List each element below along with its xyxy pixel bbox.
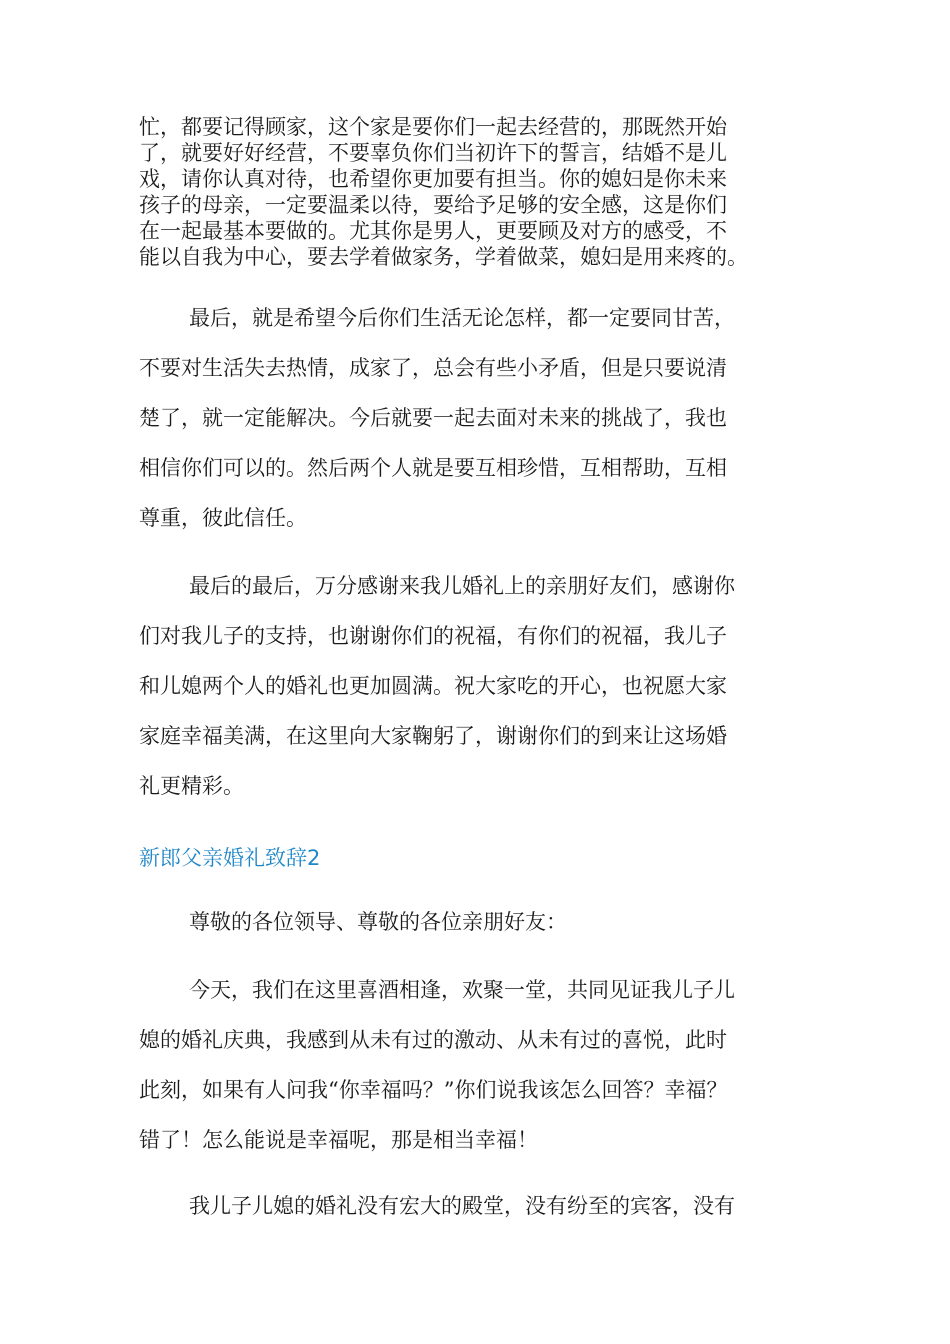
text-line: 楚了，就一定能解决。今后就要一起去面对未来的挑战了，我也: [139, 406, 727, 430]
text-line: 尊重，彼此信任。: [139, 506, 307, 530]
text-line: 礼更精彩。: [139, 774, 244, 798]
text-line: 孩子的母亲，一定要温柔以待，要给予足够的安全感，这是你们: [139, 193, 727, 217]
text-line: 媳的婚礼庆典，我感到从未有过的激动、从未有过的喜悦，此时: [139, 1028, 727, 1052]
text-line: 我儿子儿媳的婚礼没有宏大的殿堂，没有纷至的宾客，没有: [189, 1194, 735, 1218]
text-line: 在一起最基本要做的。尤其你是男人，更要顾及对方的感受，不: [139, 219, 727, 243]
text-line: 最后的最后，万分感谢来我儿婚礼上的亲朋好友们，感谢你: [189, 574, 735, 598]
text-line: 家庭幸福美满，在这里向大家鞠躬了，谢谢你们的到来让这场婚: [139, 724, 727, 748]
section-heading: 新郎父亲婚礼致辞2: [139, 846, 321, 870]
text-line: 能以自我为中心，要去学着做家务，学着做菜，媳妇是用来疼的。: [139, 245, 748, 269]
text-line: 和儿媳两个人的婚礼也更加圆满。祝大家吃的开心，也祝愿大家: [139, 674, 727, 698]
text-line: 此刻，如果有人问我“你幸福吗？”你们说我该怎么回答？幸福？: [139, 1078, 728, 1102]
text-line: 戏，请你认真对待，也希望你更加要有担当。你的媳妇是你未来: [139, 167, 727, 191]
text-line: 了，就要好好经营，不要辜负你们当初许下的誓言，结婚不是儿: [139, 141, 727, 165]
text-line: 错了！怎么能说是幸福呢，那是相当幸福！: [139, 1128, 538, 1152]
text-line: 最后，就是希望今后你们生活无论怎样，都一定要同甘苦，: [189, 306, 735, 330]
text-line: 忙，都要记得顾家，这个家是要你们一起去经营的，那既然开始: [139, 115, 727, 139]
text-line: 相信你们可以的。然后两个人就是要互相珍惜，互相帮助，互相: [139, 456, 727, 480]
text-line: 们对我儿子的支持，也谢谢你们的祝福，有你们的祝福，我儿子: [139, 624, 727, 648]
text-line: 不要对生活失去热情，成家了，总会有些小矛盾，但是只要说清: [139, 356, 727, 380]
text-line: 今天，我们在这里喜酒相逢，欢聚一堂，共同见证我儿子儿: [189, 978, 735, 1002]
greeting-line: 尊敬的各位领导、尊敬的各位亲朋好友：: [189, 910, 567, 934]
